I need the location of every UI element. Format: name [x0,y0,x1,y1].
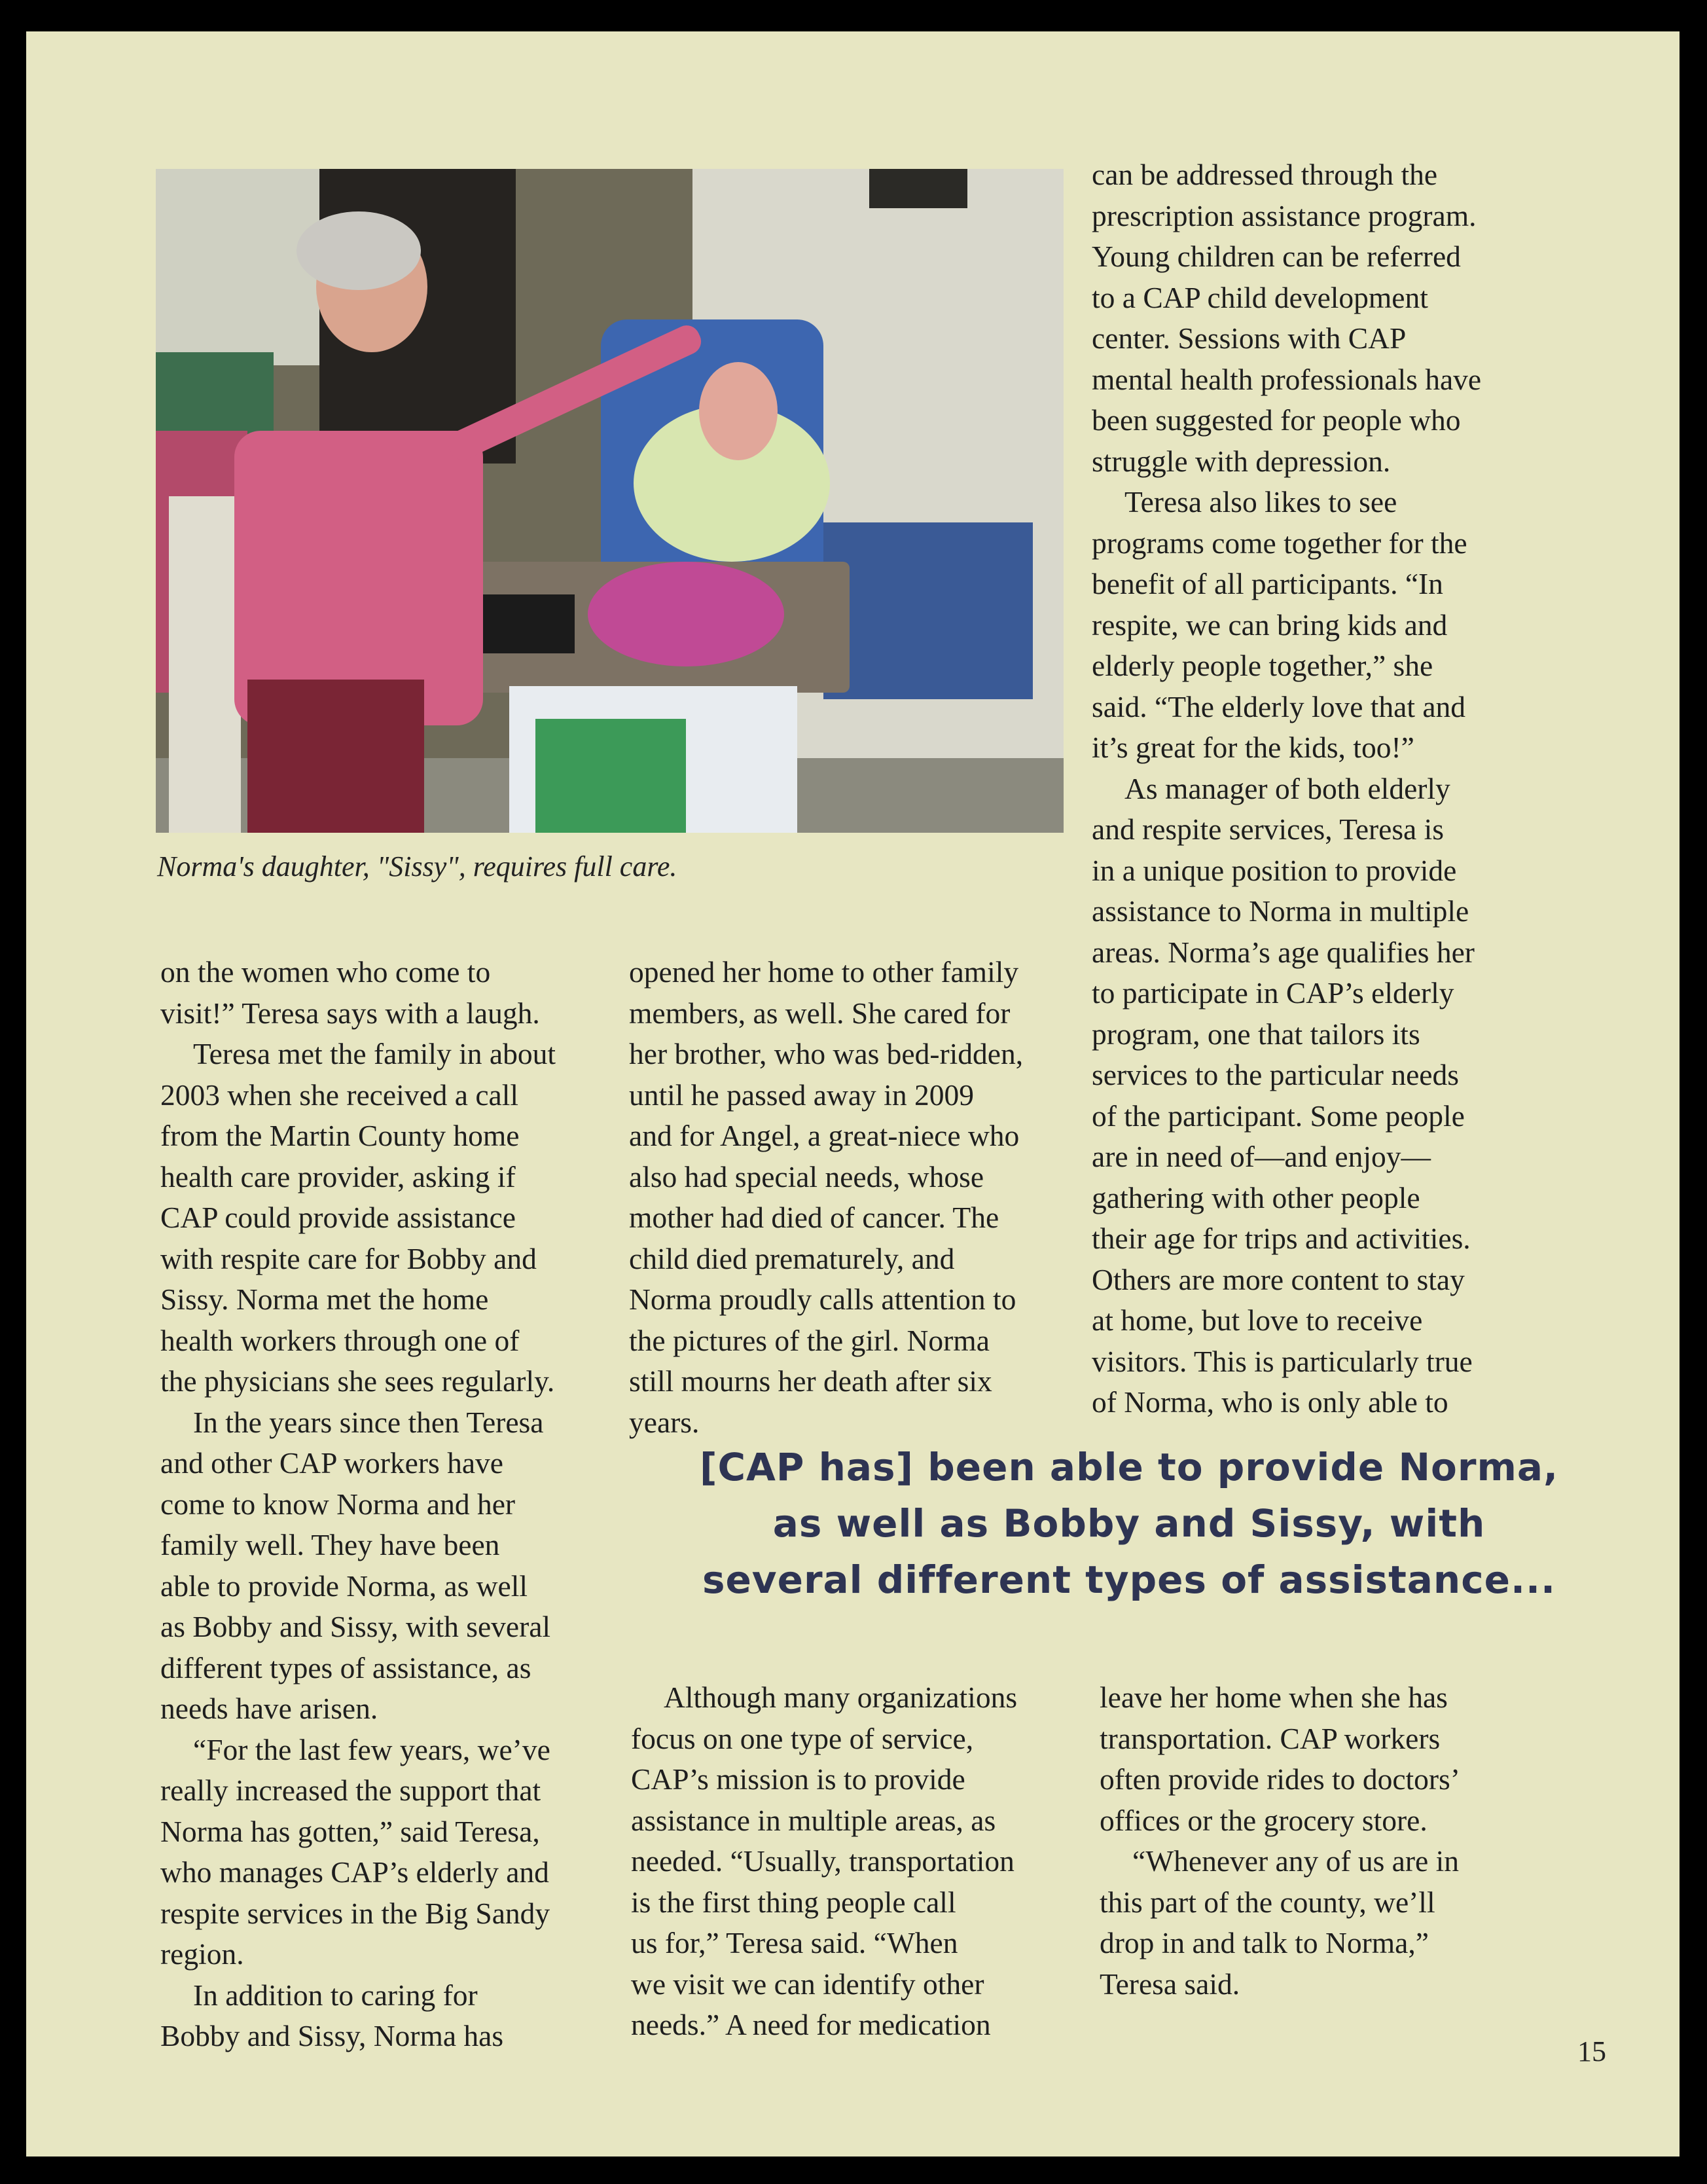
text-line: prescription assistance program. [1092,198,1477,232]
text-line: able to provide Norma, as well [160,1569,528,1603]
text-line: us for,” Teresa said. “When [631,1926,958,1959]
text-line: their age for trips and activities. [1092,1222,1471,1255]
text-line: and respite services, Teresa is [1092,812,1444,846]
text-line: program, one that tailors its [1092,1017,1420,1051]
text-line: offices or the grocery store. [1100,1803,1428,1837]
text-line: come to know Norma and her [160,1487,516,1521]
text-line: Norma proudly calls attention to [629,1283,1016,1316]
text-line: visit!” Teresa says with a laugh. [160,996,540,1030]
text-line: this part of the county, we’ll [1100,1885,1435,1919]
photo-caption: Norma's daughter, "Sissy", requires full care. [157,850,677,883]
text-line: Teresa said. [1100,1967,1240,2001]
text-line: and for Angel, a great-niece who [629,1119,1020,1152]
page-number: 15 [1577,2035,1606,2067]
text-line: the physicians she sees regularly. [160,1364,555,1398]
text-line: needed. “Usually, transportation [631,1844,1015,1878]
text-line: is the first thing people call [631,1885,956,1919]
text-line: as Bobby and Sissy, with several [160,1610,551,1643]
text-line: we visit we can identify other [631,1967,984,2001]
text-line: respite services in the Big Sandy [160,1896,550,1930]
text-line: health care provider, asking if [160,1159,516,1193]
text-line: of Norma, who is only able to [1092,1385,1448,1419]
text-line: In addition to caring for [193,1978,478,2012]
text-line: it’s great for the kids, too!” [1092,731,1414,764]
text-line: really increased the support that [160,1774,541,1807]
pull-quote-line: [CAP has] been able to provide Norma, [699,1445,1559,1489]
text-line: health workers through one of [160,1323,520,1357]
text-line: assistance in multiple areas, as [631,1803,996,1837]
text-line: struggle with depression. [1092,444,1391,478]
text-line: at home, but love to receive [1092,1303,1423,1337]
text-line: child died prematurely, and [629,1241,955,1275]
pull-quote [615,1439,1643,1608]
text-line: and other CAP workers have [160,1446,503,1480]
text-line: the pictures of the girl. Norma [629,1323,990,1357]
photo-norma-feeding-sissy [156,169,1064,833]
text-line: areas. Norma’s age qualifies her [1092,935,1475,969]
text-line: Although many organizations [664,1681,1018,1714]
pull-quote-line: several different types of assistance... [702,1557,1556,1602]
text-line: mental health professionals have [1092,362,1482,396]
text-line: needs.” A need for medication [631,2008,991,2041]
column-left [160,952,632,2057]
text-line: “Whenever any of us are in [1132,1844,1459,1878]
text-line: on the women who come to [160,955,491,989]
text-line: opened her home to other family [629,955,1019,989]
text-line: until he passed away in 2009 [629,1078,974,1112]
text-line: family well. They have been [160,1528,500,1561]
text-line: also had special needs, whose [629,1159,984,1193]
text-line: assistance to Norma in multiple [1092,894,1469,928]
text-line: Teresa met the family in about [193,1037,556,1070]
text-line: from the Martin County home [160,1119,520,1152]
text-line: gathering with other people [1092,1180,1420,1214]
text-line: leave her home when she has [1100,1681,1448,1714]
text-line: CAP could provide assistance [160,1201,516,1234]
text-line: Norma has gotten,” said Teresa, [160,1814,540,1848]
text-line: years. [629,1405,700,1439]
text-line: services to the particular needs [1092,1058,1459,1091]
text-line: Teresa also likes to see [1124,485,1397,519]
text-line: elderly people together,” she [1092,649,1433,682]
pull-quote-line: as well as Bobby and Sissy, with [772,1501,1486,1546]
text-line: transportation. CAP workers [1100,1721,1441,1755]
text-line: said. “The elderly love that and [1092,689,1466,723]
text-line: different types of assistance, as [160,1650,531,1684]
text-line: center. Sessions with CAP [1092,321,1407,355]
text-line: with respite care for Bobby and [160,1241,537,1275]
magazine-page [26,31,1680,2157]
text-line: often provide rides to doctors’ [1100,1762,1460,1796]
text-line: In the years since then Teresa [193,1405,544,1439]
text-line: her brother, who was bed-ridden, [629,1037,1024,1070]
text-line: mother had died of cancer. The [629,1201,999,1234]
text-line: 2003 when she received a call [160,1078,519,1112]
text-line: who manages CAP’s elderly and [160,1855,549,1889]
text-line: Others are more content to stay [1092,1262,1465,1296]
text-line: Young children can be referred [1092,240,1461,273]
text-line: to participate in CAP’s elderly [1092,976,1454,1010]
text-line: region. [160,1937,244,1971]
column-right-top [1092,155,1628,1423]
text-line: benefit of all participants. “In [1092,567,1443,600]
text-line: CAP’s mission is to provide [631,1762,965,1796]
text-line: been suggested for people who [1092,403,1461,437]
photo-illustration [156,169,1064,833]
column-middle-top [629,952,1100,1443]
text-line: drop in and talk to Norma,” [1100,1926,1429,1959]
text-line: focus on one type of service, [631,1721,974,1755]
text-line: respite, we can bring kids and [1092,608,1448,642]
text-line: Bobby and Sissy, Norma has [160,2019,504,2052]
text-line: to a CAP child development [1092,280,1428,314]
text-line: needs have arisen. [160,1692,378,1725]
text-line: in a unique position to provide [1092,853,1457,887]
text-line: are in need of—and enjoy— [1092,1140,1431,1173]
column-middle-bottom [631,1677,1102,2046]
text-line: visitors. This is particularly true [1092,1344,1473,1378]
text-line: members, as well. She cared for [629,996,1011,1030]
text-line: Sissy. Norma met the home [160,1283,489,1316]
text-line: can be addressed through the [1092,158,1438,191]
column-right-bottom [1100,1677,1571,2005]
text-line: still mourns her death after six [629,1364,992,1398]
text-line: “For the last few years, we’ve [193,1732,550,1766]
text-line: of the participant. Some people [1092,1099,1465,1133]
text-line: As manager of both elderly [1124,771,1450,805]
text-line: programs come together for the [1092,526,1467,560]
